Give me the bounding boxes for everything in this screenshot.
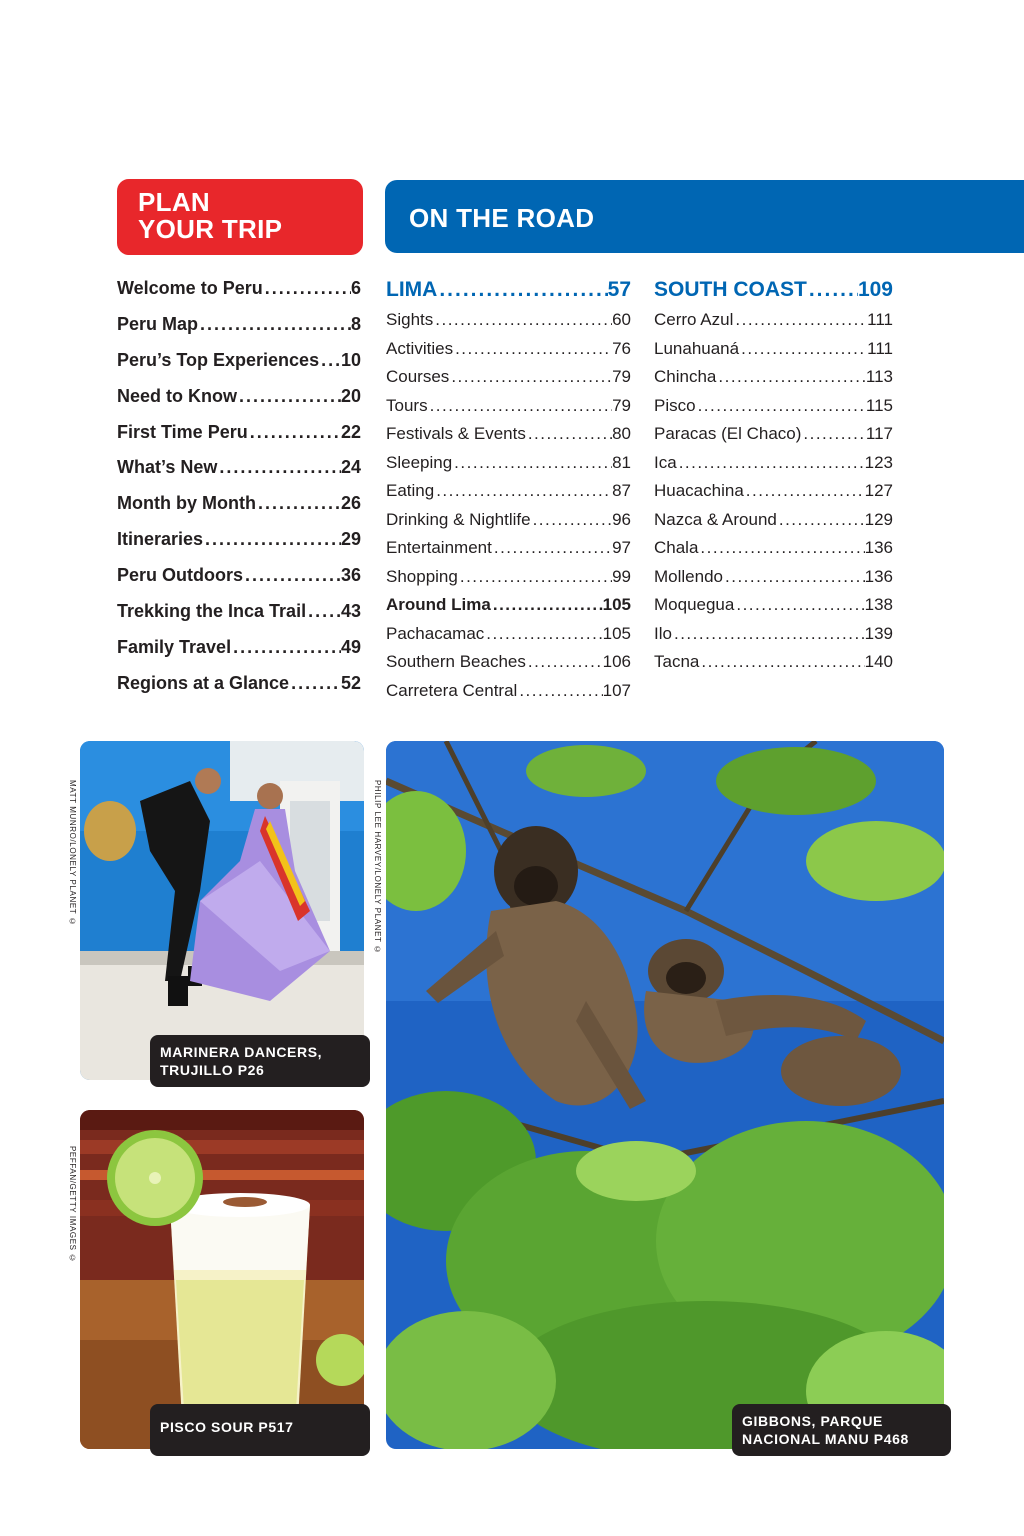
toc-entry-page: 8 <box>350 313 361 334</box>
toc-dot-leader <box>449 367 612 387</box>
toc-entry-page: 87 <box>612 481 631 500</box>
gibbons-caption-line2: NACIONAL MANU P468 <box>742 1431 909 1447</box>
south-coast-toc <box>654 278 893 681</box>
toc-entry-label: Courses <box>386 367 450 386</box>
toc-dot-leader <box>733 310 867 330</box>
toc-entry-label: Huacachina <box>654 481 744 500</box>
toc-entry-label: Chincha <box>654 367 717 386</box>
toc-entry-label: Activities <box>386 338 454 358</box>
toc-entry[interactable] <box>117 601 361 637</box>
road-title: ON THE ROAD <box>409 203 595 233</box>
toc-entry-page: 81 <box>612 452 631 472</box>
toc-entry[interactable] <box>654 567 893 596</box>
toc-dot-leader <box>248 422 341 443</box>
dancers-caption-line1: MARINERA DANCERS, <box>160 1044 323 1060</box>
toc-dot-leader <box>698 538 864 558</box>
pisco-caption-text: PISCO SOUR P517 <box>160 1419 294 1435</box>
toc-entry[interactable] <box>386 453 631 482</box>
pisco-photo-credit: PEFFAN/GETTY IMAGES © <box>68 1146 77 1264</box>
toc-entry[interactable] <box>654 310 893 339</box>
toc-entry-page: 105 <box>602 623 631 643</box>
toc-entry-label: Pisco <box>654 395 696 415</box>
toc-entry[interactable] <box>654 339 893 368</box>
toc-dot-leader <box>517 681 602 701</box>
toc-dot-leader <box>198 314 351 335</box>
toc-entry-page: 117 <box>865 424 893 443</box>
plan-title-line1: PLAN <box>138 187 210 217</box>
toc-entry-page: 136 <box>864 538 893 557</box>
toc-dot-leader <box>777 510 865 530</box>
toc-entry-page: 113 <box>865 367 893 386</box>
toc-entry-label: Lunahuaná <box>654 338 740 358</box>
toc-entry-page: 136 <box>864 566 893 586</box>
toc-entry-page: 43 <box>340 601 361 622</box>
toc-entry[interactable] <box>386 339 631 368</box>
toc-entry-page: 60 <box>612 310 631 329</box>
toc-dot-leader <box>491 595 603 615</box>
pisco-sour-photo <box>80 1110 364 1449</box>
toc-dot-leader <box>739 339 867 359</box>
toc-dot-leader <box>744 481 865 501</box>
toc-entry[interactable] <box>386 538 631 567</box>
toc-dot-leader <box>243 565 341 586</box>
toc-entry-page: 115 <box>865 395 893 415</box>
toc-entry[interactable] <box>117 493 361 529</box>
toc-entry[interactable] <box>654 510 893 539</box>
toc-dot-leader <box>428 396 613 416</box>
toc-entry-page: 22 <box>340 421 361 442</box>
toc-dot-leader <box>256 493 341 514</box>
toc-entry-page: 80 <box>612 424 631 443</box>
toc-entry-page: 106 <box>602 652 631 671</box>
toc-entry-page: 107 <box>602 680 631 700</box>
toc-entry-label: Peru Outdoors <box>117 565 244 586</box>
toc-entry-page: 36 <box>340 565 361 586</box>
toc-entry[interactable] <box>386 310 631 339</box>
toc-entry-page: 52 <box>340 672 361 693</box>
toc-entry-page: 138 <box>864 595 893 614</box>
toc-entry-page: 111 <box>867 338 893 358</box>
toc-entry[interactable] <box>386 367 631 396</box>
toc-entry-page: 10 <box>340 349 361 370</box>
toc-entry-page: 99 <box>612 566 631 586</box>
toc-entry-page: 20 <box>340 385 361 406</box>
toc-entry-page: 97 <box>612 538 631 557</box>
dancers-caption <box>150 1035 370 1087</box>
toc-entry-label: Eating <box>386 481 435 500</box>
toc-entry-page: 123 <box>864 452 893 472</box>
toc-entry-label: Tacna <box>654 652 700 671</box>
toc-entry[interactable] <box>654 652 893 681</box>
gibbons-caption <box>732 1404 951 1456</box>
toc-entry[interactable] <box>386 481 631 510</box>
plan-trip-toc <box>117 278 361 709</box>
toc-entry[interactable] <box>117 314 361 350</box>
toc-dot-leader <box>484 624 602 644</box>
gibbons-photo <box>386 741 944 1449</box>
toc-dot-leader <box>453 339 612 359</box>
toc-dot-leader <box>231 637 341 658</box>
toc-dot-leader <box>696 396 866 416</box>
toc-dot-leader <box>801 424 866 444</box>
toc-entry[interactable] <box>386 396 631 425</box>
toc-entry-label: Welcome to Peru <box>117 278 263 298</box>
toc-entry-label: First Time Peru <box>117 421 248 442</box>
south-coast-heading-page: 109 <box>857 278 893 301</box>
toc-entry-page: 139 <box>864 623 893 643</box>
toc-entry[interactable] <box>117 457 361 493</box>
toc-dot-leader <box>723 567 865 587</box>
toc-entry[interactable] <box>117 637 361 673</box>
toc-dot-leader <box>289 673 341 694</box>
toc-entry-label: Ica <box>654 452 677 472</box>
toc-dot-leader <box>458 567 612 587</box>
toc-entry-label: Southern Beaches <box>386 652 526 671</box>
toc-entry-label: Need to Know <box>117 385 237 406</box>
toc-dot-leader <box>531 510 613 530</box>
lima-toc <box>386 278 631 709</box>
south-coast-heading[interactable] <box>654 278 893 310</box>
toc-entry[interactable] <box>117 673 361 709</box>
plan-your-trip-header <box>117 179 363 255</box>
toc-dot-leader <box>734 595 864 615</box>
toc-entry-page: 6 <box>350 278 361 298</box>
toc-entry-label: Entertainment <box>386 538 492 557</box>
toc-entry[interactable] <box>386 567 631 596</box>
toc-dot-leader <box>716 367 866 387</box>
toc-entry-label: Sleeping <box>386 452 453 472</box>
toc-entry[interactable] <box>117 565 361 601</box>
gibbons-caption-line1: GIBBONS, PARQUE <box>742 1413 883 1429</box>
toc-entry-label: Sights <box>386 310 434 329</box>
toc-entry-page: 127 <box>864 481 893 500</box>
toc-entry[interactable] <box>117 386 361 422</box>
toc-dot-leader <box>203 529 341 550</box>
plan-title-line2: YOUR TRIP <box>138 214 283 244</box>
pisco-caption <box>150 1404 370 1456</box>
toc-dot-leader <box>263 278 351 299</box>
marinera-dancers-photo <box>80 741 364 1080</box>
south-coast-heading-label: SOUTH COAST <box>654 278 807 301</box>
toc-entry[interactable] <box>654 595 893 624</box>
toc-entry[interactable] <box>654 481 893 510</box>
toc-entry[interactable] <box>654 367 893 396</box>
dancers-caption-line2: TRUJILLO P26 <box>160 1062 265 1078</box>
toc-entry-label: Ilo <box>654 623 672 643</box>
toc-entry-label: Paracas (El Chaco) <box>654 424 802 443</box>
toc-entry[interactable] <box>386 424 631 453</box>
toc-entry-label: Around Lima <box>386 595 491 614</box>
toc-entry[interactable] <box>386 510 631 539</box>
toc-entry-label: Peru’s Top Experiences <box>117 349 320 370</box>
toc-entry[interactable] <box>117 529 361 565</box>
toc-entry[interactable] <box>117 350 361 386</box>
toc-dot-leader <box>677 453 865 473</box>
toc-entry-page: 76 <box>612 338 631 358</box>
toc-entry-page: 49 <box>340 636 361 657</box>
toc-entry[interactable] <box>654 453 893 482</box>
toc-entry-label: Month by Month <box>117 493 256 514</box>
toc-entry-page: 140 <box>864 652 893 671</box>
toc-entry-label: Tours <box>386 395 428 415</box>
toc-entry-page: 29 <box>340 529 361 550</box>
toc-dot-leader <box>526 652 603 672</box>
toc-dot-leader <box>434 481 612 501</box>
toc-entry[interactable] <box>654 538 893 567</box>
lima-heading[interactable] <box>386 278 631 310</box>
toc-entry[interactable] <box>386 624 631 653</box>
toc-entry[interactable] <box>386 595 631 624</box>
dancers-photo-credit: MATT MUNRO/LONELY PLANET © <box>68 780 77 927</box>
on-the-road-header <box>385 180 1024 253</box>
lima-heading-label: LIMA <box>386 278 438 301</box>
toc-entry-page: 111 <box>867 310 893 329</box>
toc-entry-label: What’s New <box>117 457 218 478</box>
toc-entry[interactable] <box>117 422 361 458</box>
toc-entry-label: Shopping <box>386 566 458 586</box>
toc-dot-leader <box>526 424 612 444</box>
toc-entry-label: Carretera Central <box>386 680 518 700</box>
toc-entry-label: Regions at a Glance <box>117 672 290 693</box>
toc-entry-page: 24 <box>340 457 361 478</box>
toc-entry-label: Festivals & Events <box>386 424 526 443</box>
toc-dot-leader <box>237 386 341 407</box>
toc-entry[interactable] <box>654 396 893 425</box>
toc-entry-label: Moquegua <box>654 595 735 614</box>
toc-entry-page: 79 <box>612 395 631 415</box>
toc-entry-page: 26 <box>340 493 361 514</box>
toc-dot-leader <box>319 350 341 371</box>
toc-entry-label: Chala <box>654 538 699 557</box>
toc-entry[interactable] <box>654 624 893 653</box>
toc-entry-label: Nazca & Around <box>654 509 777 529</box>
toc-entry-page: 96 <box>612 509 631 529</box>
toc-entry[interactable] <box>654 424 893 453</box>
toc-entry-label: Drinking & Nightlife <box>386 509 531 529</box>
toc-entry-label: Pachacamac <box>386 623 485 643</box>
toc-entry-label: Itineraries <box>117 529 204 550</box>
toc-dot-leader <box>699 652 864 672</box>
toc-entry-label: Family Travel <box>117 636 232 657</box>
toc-dot-leader <box>492 538 612 558</box>
toc-entry-label: Cerro Azul <box>654 310 734 329</box>
toc-entry-label: Peru Map <box>117 313 199 334</box>
toc-entry-page: 79 <box>612 367 631 386</box>
toc-dot-leader <box>452 453 612 473</box>
toc-dot-leader <box>672 624 865 644</box>
lima-heading-page: 57 <box>607 278 631 301</box>
toc-dot-leader <box>306 601 341 622</box>
toc-entry-page: 129 <box>864 509 893 529</box>
toc-entry-label: Mollendo <box>654 566 723 586</box>
toc-entry[interactable] <box>386 681 631 710</box>
toc-entry[interactable] <box>386 652 631 681</box>
toc-entry[interactable] <box>117 278 361 314</box>
gibbons-photo-credit: PHILIP LEE HARVEY/LONELY PLANET © <box>373 780 382 955</box>
toc-dot-leader <box>433 310 612 330</box>
toc-entry-label: Trekking the Inca Trail <box>117 601 307 622</box>
toc-entry-page: 105 <box>602 595 631 614</box>
toc-dot-leader <box>217 457 341 478</box>
